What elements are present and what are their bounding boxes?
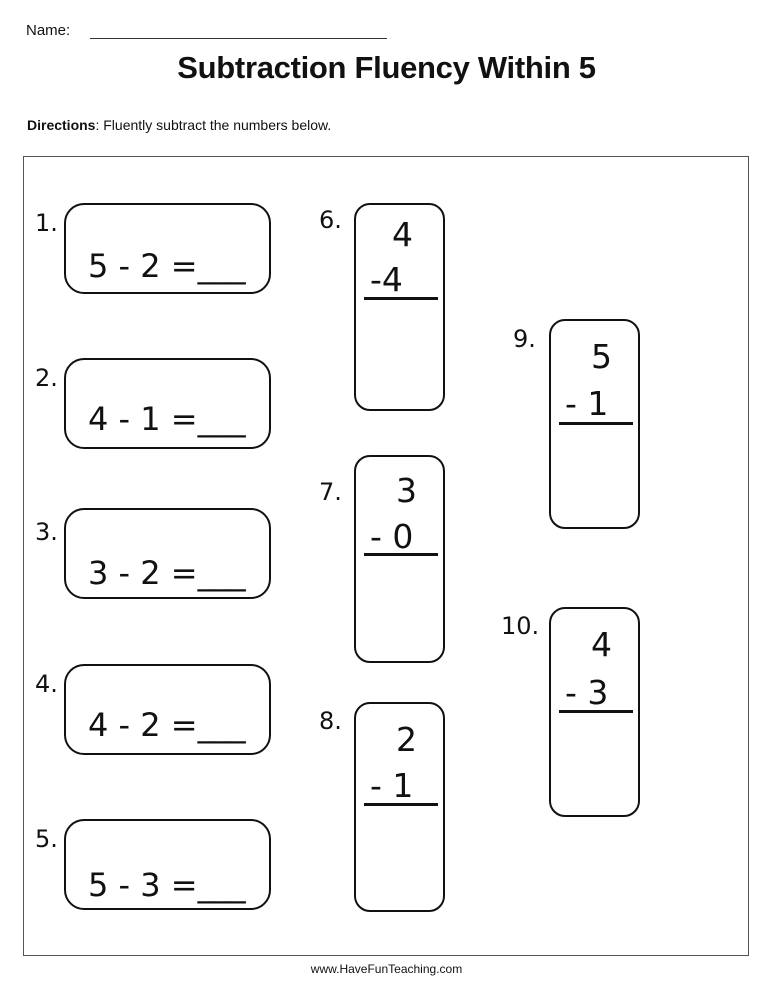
- directions-text: : Fluently subtract the numbers below.: [95, 117, 332, 133]
- problem-8-number: 8.: [319, 707, 342, 735]
- problem-2-box: [64, 358, 271, 449]
- problem-5-expression: 5 - 3 =___: [88, 866, 246, 904]
- problem-9-bottom: - 1: [565, 384, 609, 423]
- name-label: Name:: [26, 22, 71, 39]
- problem-8-box: [354, 702, 445, 912]
- problem-6-bottom: -4: [370, 260, 403, 299]
- problem-3-box: [64, 508, 271, 599]
- problem-6-number: 6.: [319, 206, 342, 234]
- problem-9-number: 9.: [513, 325, 536, 353]
- problem-9-box: [549, 319, 640, 529]
- problem-7-top: 3: [396, 471, 417, 510]
- directions-label: Directions: [27, 117, 96, 133]
- problem-9-answer-line: [559, 422, 633, 425]
- problem-7-bottom: - 0: [370, 517, 414, 556]
- problem-4-expression: 4 - 2 =___: [88, 706, 246, 744]
- problem-7-box: [354, 455, 445, 663]
- problem-2-expression: 4 - 1 =___: [88, 400, 246, 438]
- problem-7-number: 7.: [319, 478, 342, 506]
- problem-1-expression: 5 - 2 =___: [88, 247, 246, 285]
- problem-10-number: 10.: [501, 612, 540, 640]
- problem-6-box: [354, 203, 445, 411]
- problem-10-top: 4: [591, 625, 612, 664]
- problem-4-box: [64, 664, 271, 755]
- name-line: [90, 38, 387, 39]
- problem-2-number: 2.: [35, 364, 58, 392]
- problem-6-answer-line: [364, 297, 438, 300]
- problem-8-answer-line: [364, 803, 438, 806]
- problem-1-box: [64, 203, 271, 294]
- problem-5-number: 5.: [35, 825, 58, 853]
- problem-5-box: [64, 819, 271, 910]
- problem-10-bottom: - 3: [565, 673, 609, 712]
- problem-6-top: 4: [392, 215, 413, 254]
- page-title: Subtraction Fluency Within 5: [177, 50, 596, 85]
- problem-7-answer-line: [364, 553, 438, 556]
- problem-1-number: 1.: [35, 209, 58, 237]
- directions: [27, 117, 331, 133]
- footer-website: www.HaveFunTeaching.com: [310, 962, 463, 976]
- problem-9-top: 5: [591, 337, 612, 376]
- problem-10-box: [549, 607, 640, 817]
- problem-4-number: 4.: [35, 670, 58, 698]
- problem-3-number: 3.: [35, 518, 58, 546]
- problem-8-bottom: - 1: [370, 766, 414, 805]
- problem-8-top: 2: [396, 720, 417, 759]
- problem-10-answer-line: [559, 710, 633, 713]
- problem-3-expression: 3 - 2 =___: [88, 554, 246, 592]
